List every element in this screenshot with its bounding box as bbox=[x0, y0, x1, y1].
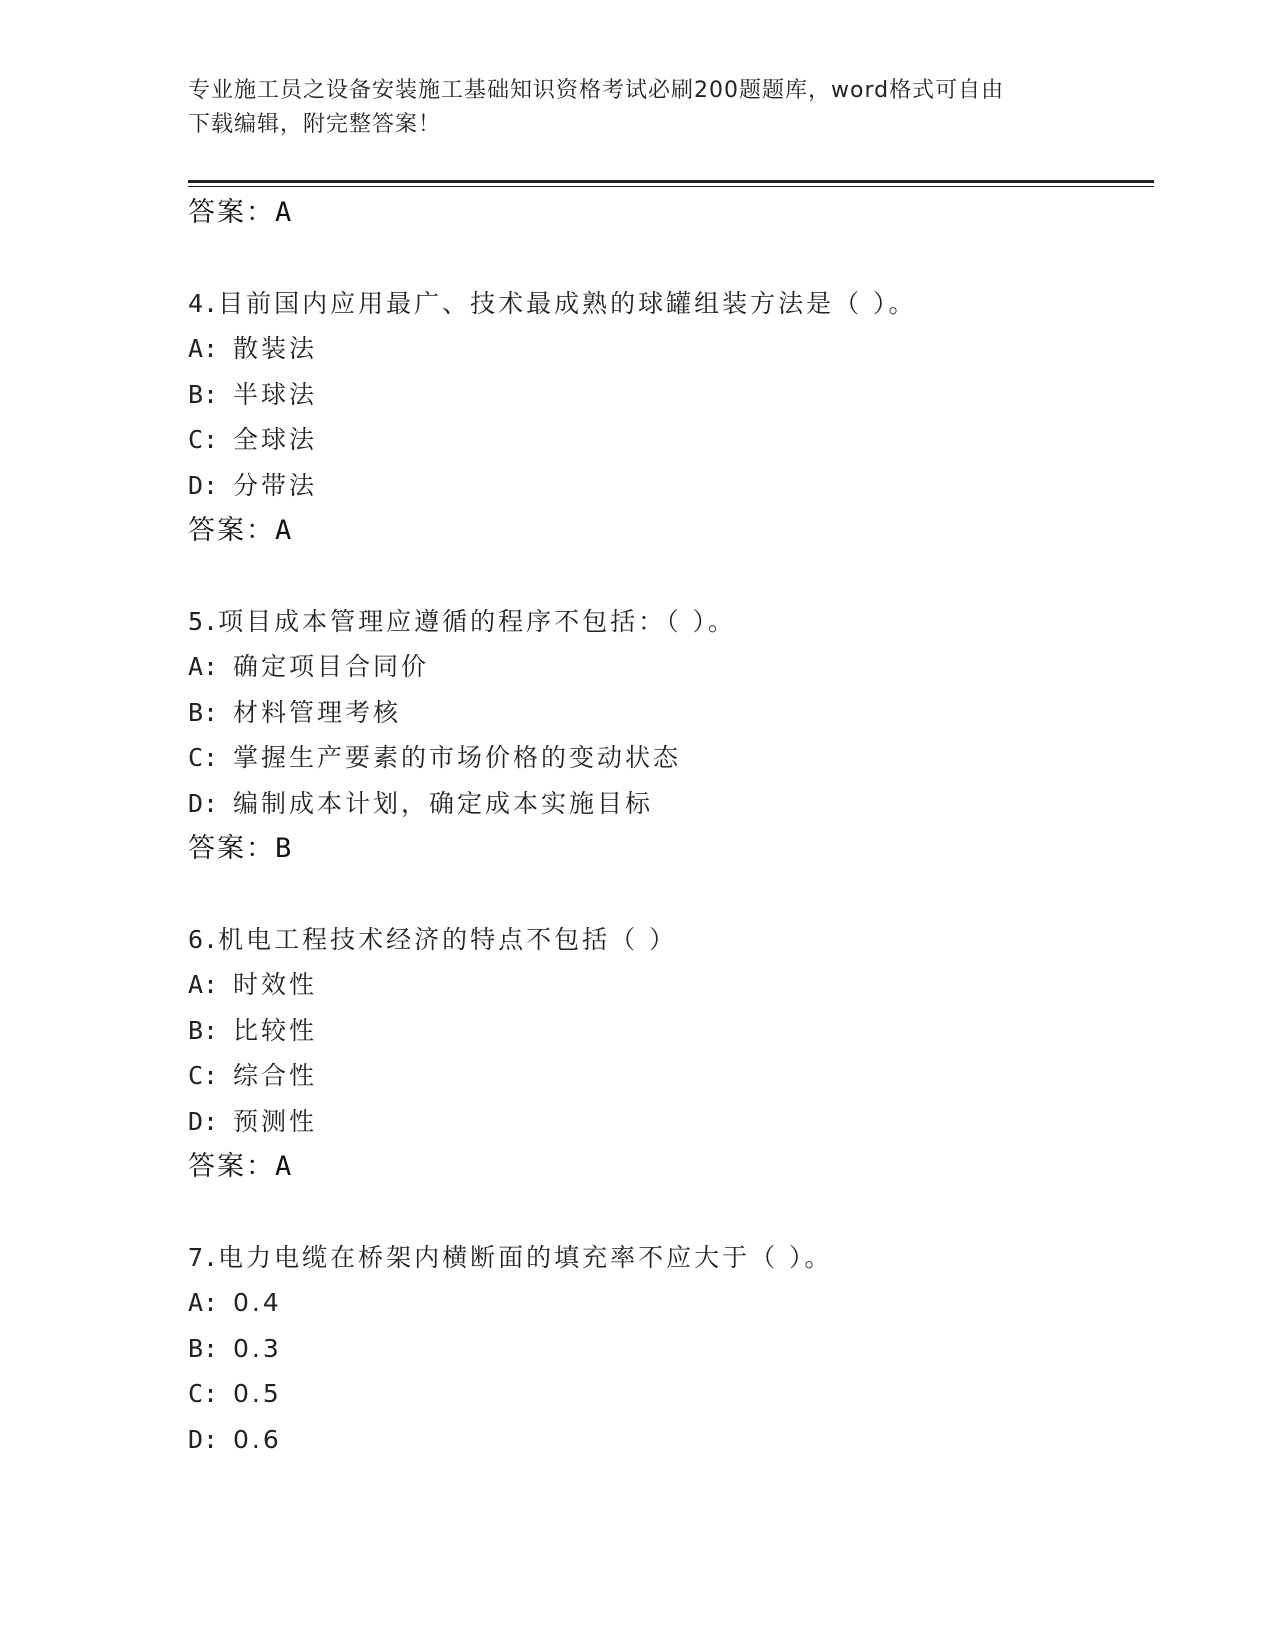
question-stem bbox=[188, 281, 1154, 326]
option-key: D: bbox=[188, 1106, 219, 1136]
question-text: 目前国内应用最广、技术最成熟的球罐组装方法是（ ）。 bbox=[218, 289, 917, 318]
option-text: 综合性 bbox=[233, 1061, 318, 1090]
option-text: 材料管理考核 bbox=[233, 697, 402, 727]
option-text: 时效性 bbox=[233, 970, 318, 999]
answer-value: A bbox=[275, 197, 294, 228]
option-b bbox=[188, 1008, 1154, 1054]
question-number: 4. bbox=[188, 289, 219, 318]
option-key: D: bbox=[188, 788, 219, 818]
option-c bbox=[188, 735, 1154, 781]
option-key: A: bbox=[188, 334, 219, 363]
answer-label: 答案： bbox=[188, 197, 275, 228]
option-key: A: bbox=[188, 970, 219, 999]
option-key: C: bbox=[188, 743, 219, 772]
option-key: B: bbox=[188, 379, 219, 409]
header-divider-thin bbox=[188, 186, 1154, 187]
option-a bbox=[188, 644, 1154, 690]
question-number: 7. bbox=[188, 1243, 219, 1272]
option-c bbox=[188, 1053, 1154, 1099]
answer-label: 答案： bbox=[188, 515, 275, 546]
answer-label: 答案： bbox=[188, 833, 275, 864]
question-block bbox=[188, 599, 1154, 871]
header-divider-thick bbox=[188, 180, 1154, 183]
option-text: 全球法 bbox=[233, 425, 318, 454]
question-stem bbox=[188, 1235, 1154, 1280]
option-b bbox=[188, 690, 1154, 736]
question-number: 6. bbox=[188, 925, 219, 954]
answer-line bbox=[188, 826, 1154, 871]
answer-value: B bbox=[275, 833, 294, 864]
option-key: C: bbox=[188, 425, 219, 454]
option-d bbox=[188, 781, 1154, 827]
question-number: 5. bbox=[188, 607, 219, 636]
question-block bbox=[188, 281, 1154, 553]
option-d bbox=[188, 1099, 1154, 1145]
header-line-2: 下载编辑，附完整答案！ bbox=[188, 112, 442, 137]
option-b bbox=[188, 372, 1154, 418]
question-text: 机电工程技术经济的特点不包括（ ） bbox=[218, 925, 678, 954]
option-c bbox=[188, 417, 1154, 463]
question-list bbox=[188, 190, 1154, 1462]
header-line-1: 专业施工员之设备安装施工基础知识资格考试必刷200题题库，word格式可自由 bbox=[188, 78, 1005, 103]
option-c bbox=[188, 1371, 1154, 1417]
option-d bbox=[188, 1417, 1154, 1463]
option-text: 散装法 bbox=[233, 334, 318, 363]
answer-label: 答案： bbox=[188, 1151, 275, 1182]
question-text: 电力电缆在桥架内横断面的填充率不应大于（ ）。 bbox=[218, 1243, 833, 1272]
option-text: 0.3 bbox=[233, 1333, 282, 1363]
option-key: D: bbox=[188, 470, 219, 500]
option-text: 确定项目合同价 bbox=[233, 652, 430, 681]
option-key: D: bbox=[188, 1424, 219, 1454]
question-block bbox=[188, 1235, 1154, 1462]
option-key: A: bbox=[188, 1288, 219, 1317]
option-text: 分带法 bbox=[233, 470, 318, 500]
question-block bbox=[188, 917, 1154, 1189]
option-text: 比较性 bbox=[233, 1015, 318, 1045]
option-text: 编制成本计划，确定成本实施目标 bbox=[233, 788, 654, 818]
answer-line bbox=[188, 190, 1154, 235]
option-text: 0.6 bbox=[233, 1424, 282, 1454]
question-stem bbox=[188, 917, 1154, 962]
option-a bbox=[188, 326, 1154, 372]
option-b bbox=[188, 1326, 1154, 1372]
answer-line bbox=[188, 508, 1154, 553]
question-stem bbox=[188, 599, 1154, 644]
option-text: 半球法 bbox=[233, 379, 318, 409]
page-header bbox=[188, 74, 1088, 142]
option-key: A: bbox=[188, 652, 219, 681]
option-text: 0.4 bbox=[233, 1288, 282, 1317]
option-d bbox=[188, 463, 1154, 509]
option-key: B: bbox=[188, 1015, 219, 1045]
answer-value: A bbox=[275, 515, 294, 546]
answer-value: A bbox=[275, 1151, 294, 1182]
option-key: B: bbox=[188, 1333, 219, 1363]
option-key: C: bbox=[188, 1061, 219, 1090]
answer-line bbox=[188, 1144, 1154, 1189]
question-text: 项目成本管理应遵循的程序不包括：（ ）。 bbox=[218, 607, 737, 636]
option-a bbox=[188, 1280, 1154, 1326]
option-text: 掌握生产要素的市场价格的变动状态 bbox=[233, 743, 682, 772]
option-text: 预测性 bbox=[233, 1106, 318, 1136]
option-a bbox=[188, 962, 1154, 1008]
option-key: C: bbox=[188, 1379, 219, 1408]
option-key: B: bbox=[188, 697, 219, 727]
option-text: 0.5 bbox=[233, 1379, 282, 1408]
